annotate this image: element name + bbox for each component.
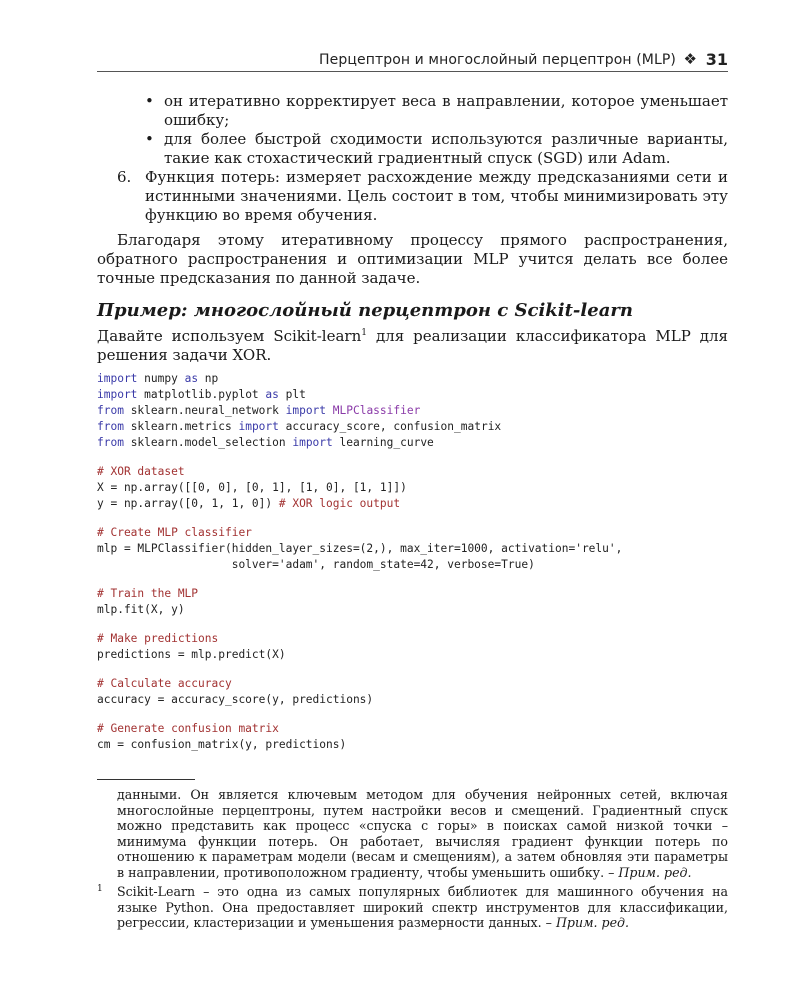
code-text: plt	[278, 388, 306, 401]
bullet-item	[97, 130, 728, 168]
code-text: y = np.array([0, 1, 1, 0])	[97, 497, 273, 510]
code-comment: # Calculate accuracy	[97, 677, 232, 690]
code-line-cm: cm = confusion_matrix(y, predictions)	[97, 738, 347, 751]
code-line-mlp-cont: solver='adam', random_state=42, verbose=True)	[97, 558, 535, 571]
intro-paragraph	[97, 327, 728, 365]
bullet-mark: •	[145, 130, 154, 148]
bullet-text: он итеративно корректирует веса в направлении, которое уменьшает ошибку;	[164, 92, 728, 129]
code-keyword: from	[97, 420, 124, 433]
code-comment: # Make predictions	[97, 632, 219, 645]
code-comment: # Create MLP classifier	[97, 526, 252, 539]
code-comment: # XOR dataset	[97, 465, 185, 478]
code-keyword: from	[97, 404, 124, 417]
code-keyword: from	[97, 436, 124, 449]
code-text: sklearn.neural_network	[123, 404, 286, 417]
footnotes	[97, 787, 728, 931]
bullet-item	[97, 92, 728, 130]
code-line-y	[97, 496, 728, 512]
code-text: np	[198, 372, 219, 385]
header-title: Перцептрон и многослойный перцептрон (MLP)	[319, 52, 676, 68]
code-text: learning_curve	[332, 436, 434, 449]
code-text: sklearn.model_selection	[123, 436, 293, 449]
section-title: Пример: многослойный перцептрон с Scikit-learn	[97, 300, 633, 321]
running-header	[97, 44, 728, 71]
bullet-mark: •	[145, 92, 154, 110]
code-keyword: import	[285, 404, 327, 417]
code-keyword: import	[238, 420, 279, 433]
code-line-import	[97, 387, 728, 403]
code-line-predict: predictions = mlp.predict(X)	[97, 648, 286, 661]
editor-note: Прим. ред.	[618, 864, 692, 880]
code-listing	[97, 371, 728, 753]
code-comment: # Train the MLP	[97, 587, 199, 600]
item-text: Функция потерь: измеряет расхождение между предсказаниями сети и истинными значениями. Цель состоит в том, чтобы минимизировать эту функцию во время обучения.	[145, 168, 728, 224]
item-number: 6.	[117, 168, 132, 186]
header-ornament-icon: ❖	[683, 50, 697, 68]
paragraph: Благодаря этому итеративному процессу прямого распространения, обратного распространения и оптимизации MLP учится делать все более точные предсказания по данной задаче.	[97, 231, 728, 287]
editor-note: Прим. ред.	[555, 915, 630, 930]
code-text: matplotlib.pyplot	[137, 388, 266, 401]
code-line-fit: mlp.fit(X, y)	[97, 603, 185, 616]
code-line-import	[97, 435, 728, 451]
bullet-text: для более быстрой сходимости используются различные варианты, такие как стохастический градиентный спуск (SGD) или Adam.	[164, 130, 728, 167]
code-keyword: import	[292, 436, 333, 449]
code-line-mlp: mlp = MLPClassifier(hidden_layer_sizes=(2,), max_iter=1000, activation='relu',	[97, 542, 623, 555]
footnote-text: Scikit-Learn – это одна из самых популярных библиотек для машинного обучения на языке Python. Она предоставляет широкий спектр инструментов для классификации, регрессии, кластеризации и уменьшения размерности данных. –	[117, 884, 728, 930]
footnote-rule	[97, 779, 195, 780]
footnote-1	[97, 884, 728, 931]
page-number: 31	[705, 50, 728, 69]
code-keyword: as	[265, 388, 279, 401]
code-text: accuracy_score, confusion_matrix	[278, 420, 502, 433]
code-text: sklearn.metrics	[123, 420, 239, 433]
code-text: numpy	[137, 372, 185, 385]
code-line-accuracy: accuracy = accuracy_score(y, predictions)	[97, 693, 374, 706]
intro-before: Давайте используем Scikit-learn	[97, 327, 362, 345]
code-line-import	[97, 371, 728, 387]
code-line-import	[97, 419, 728, 435]
code-keyword: import	[97, 372, 138, 385]
code-keyword: import	[97, 388, 138, 401]
footnote-mark: 1	[97, 884, 103, 894]
code-text: MLPClassifier	[326, 404, 421, 417]
body-text	[97, 92, 728, 365]
code-comment: # XOR logic output	[272, 497, 401, 510]
footnote-ref: 1	[361, 328, 367, 338]
header-rule	[97, 71, 728, 72]
footnote-continuation	[97, 787, 728, 880]
footnote-text: данными. Он является ключевым методом для обучения нейронных сетей, включая многослойные перцептроны, путем настройки весов и смещений. Градиентный спуск можно представить как процесс «спуска с горы» в поисках самой низкой точки – минимума функции потерь. Он работает, вычисляя градиент функции потерь по отношению к параметрам модели (весам и смещениям), а затем обновляя эти параметры в направлении, противоположном градиенту, чтобы уменьшить ошибку. –	[117, 787, 728, 880]
code-line-x: X = np.array([[0, 0], [0, 1], [1, 0], [1, 1]])	[97, 481, 407, 494]
intro-after: для реализации классификатора MLP для решения задачи XOR.	[97, 327, 728, 364]
code-line-import	[97, 403, 728, 419]
numbered-item-6	[97, 168, 728, 225]
code-keyword: as	[184, 372, 199, 385]
code-comment: # Generate confusion matrix	[97, 722, 279, 735]
